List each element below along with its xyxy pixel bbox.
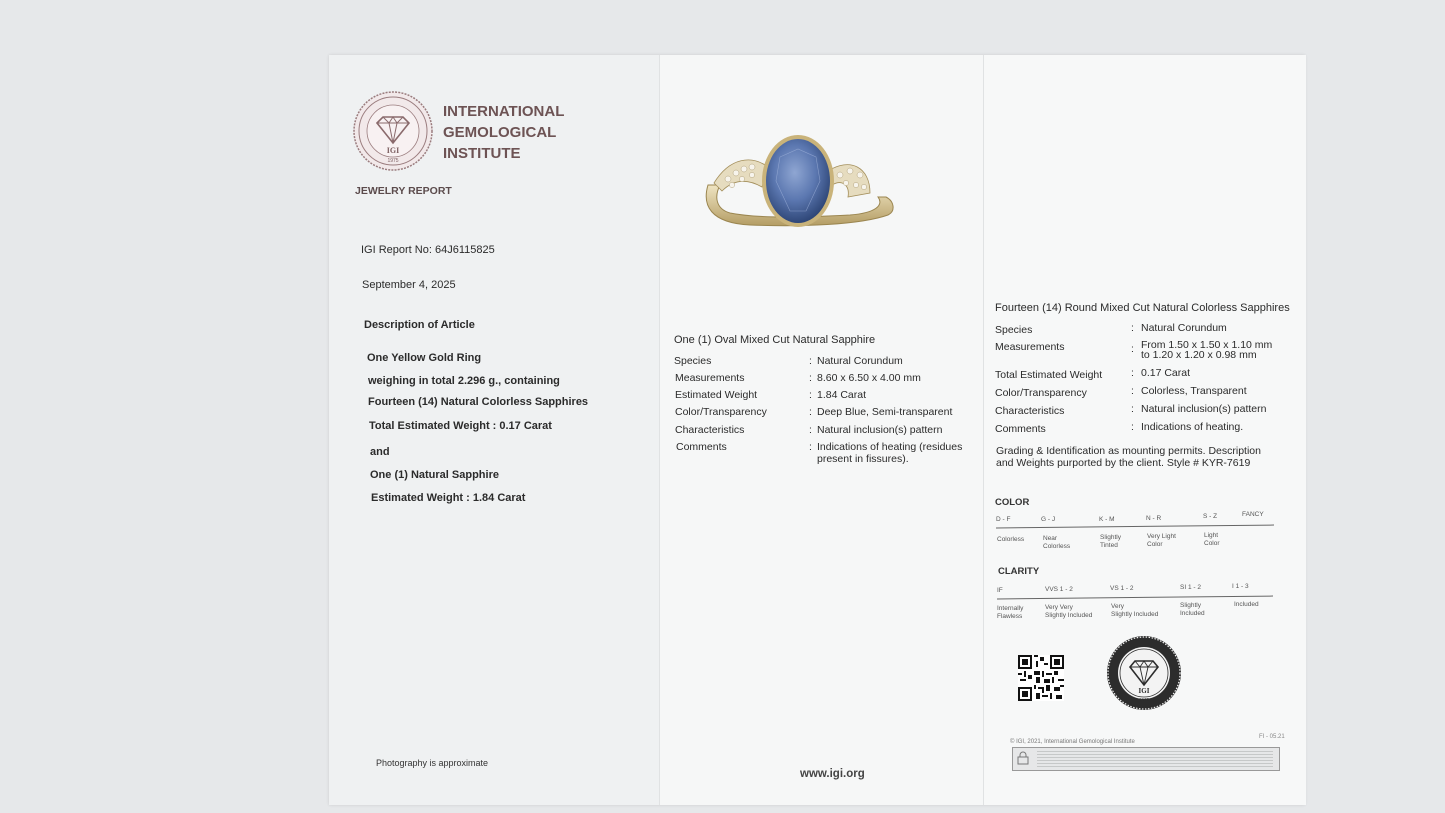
detail-label: Measurements xyxy=(675,372,745,384)
description-title: Description of Article xyxy=(364,319,475,331)
desc-line: One Yellow Gold Ring xyxy=(367,352,482,364)
detail-value: Natural Corundum xyxy=(1141,322,1227,334)
detail-value: Colorless, Transparent xyxy=(1141,385,1247,397)
igi-stamp-seal xyxy=(1106,635,1182,711)
org-line-3: INSTITUTE xyxy=(443,145,521,162)
grading-note-line: Grading & Identification as mounting permits. Description xyxy=(996,445,1261,457)
report-number: IGI Report No: 64J6115825 xyxy=(361,244,495,256)
detail-label: Color/Transparency xyxy=(675,406,767,418)
detail-value: Natural inclusion(s) pattern xyxy=(817,424,943,436)
clarity-scale xyxy=(997,583,1277,628)
color-grade: D - F xyxy=(996,516,1011,523)
color-desc: Tinted xyxy=(1100,542,1118,549)
detail-label: Total Estimated Weight xyxy=(995,369,1103,381)
detail-label: Color/Transparency xyxy=(995,387,1087,399)
clarity-grade: SI 1 - 2 xyxy=(1180,584,1201,591)
clarity-desc: Very xyxy=(1111,603,1125,610)
detail-value: Indications of heating (residues xyxy=(817,441,963,453)
detail-value: 8.60 x 6.50 x 4.00 mm xyxy=(817,372,921,384)
color-desc: Near xyxy=(1043,535,1058,542)
color-grade: S - Z xyxy=(1203,513,1218,520)
photography-note: Photography is approximate xyxy=(376,758,489,768)
jewelry-report-sheet xyxy=(329,55,1305,805)
security-features-text xyxy=(1037,751,1273,767)
desc-line: Total Estimated Weight : 0.17 Carat xyxy=(369,420,552,432)
color-desc: Color xyxy=(1147,541,1163,548)
color-grade: FANCY xyxy=(1242,511,1264,518)
clarity-scale-title: CLARITY xyxy=(998,566,1040,577)
color-desc: Light xyxy=(1204,532,1219,539)
clarity-desc: Internally xyxy=(997,605,1024,612)
color-desc: Slightly xyxy=(1100,534,1121,541)
report-cover-panel xyxy=(329,55,659,805)
clarity-grade: I 1 - 3 xyxy=(1232,583,1249,590)
clarity-desc: Slightly xyxy=(1180,602,1201,609)
side-stones-panel xyxy=(983,55,1306,805)
detail-label: Species xyxy=(674,355,712,367)
igi-seal-logo xyxy=(353,91,433,171)
side-stones-title: Fourteen (14) Round Mixed Cut Natural Colorless Sapphires xyxy=(995,302,1290,314)
qr-code-icon xyxy=(1018,655,1064,701)
detail-value: From 1.50 x 1.50 x 1.10 mm xyxy=(1141,339,1273,351)
color-scale-divider xyxy=(996,525,1274,529)
report-date: September 4, 2025 xyxy=(362,279,456,291)
desc-line: Fourteen (14) Natural Colorless Sapphires xyxy=(368,396,589,408)
clarity-desc: Included xyxy=(1234,601,1259,608)
detail-value-cont: to 1.20 x 1.20 x 0.98 mm xyxy=(1141,349,1257,361)
center-stone-details: Species : Natural Corundum Measurements : 8.60 x 6.50 x 4.00 mm Estimated Weight : 1.84 Carat Color/Transparency : Deep Blue, Semi-transparent Characteristics : Natural inclusion(s) pattern Comments : Indications of heating (residues present in fissures). xyxy=(674,355,963,465)
color-grade: G - J xyxy=(1041,516,1056,523)
color-desc: Colorless xyxy=(997,536,1025,543)
detail-label: Measurements xyxy=(995,341,1065,353)
detail-value: 1.84 Carat xyxy=(817,389,867,401)
website-url: www.igi.org xyxy=(800,768,865,780)
desc-line: and xyxy=(370,446,390,458)
detail-value-cont: present in fissures). xyxy=(817,453,909,465)
seal-year: 1975 xyxy=(387,158,399,164)
clarity-scale-divider xyxy=(997,596,1273,600)
clarity-desc: Very Very xyxy=(1045,604,1073,611)
copyright-notice: © IGI, 2021, International Gemological Institute xyxy=(1010,739,1135,745)
clarity-desc: Flawless xyxy=(997,613,1023,620)
organization-name xyxy=(443,101,564,164)
color-desc: Very Light xyxy=(1147,533,1176,540)
clarity-desc: Slightly Included xyxy=(1045,612,1093,619)
detail-label: Species xyxy=(995,324,1033,336)
color-scale xyxy=(996,513,1276,563)
color-desc: Color xyxy=(1204,540,1220,547)
detail-value: 0.17 Carat xyxy=(1141,367,1191,379)
clarity-desc: Included xyxy=(1180,610,1205,617)
clarity-desc: Slightly Included xyxy=(1111,611,1159,618)
center-stone-panel xyxy=(659,55,984,805)
detail-label: Comments xyxy=(995,423,1046,435)
detail-label: Characteristics xyxy=(675,424,745,436)
color-desc: Colorless xyxy=(1043,543,1071,550)
clarity-grade: IF xyxy=(997,587,1003,594)
form-code: FI - 05.21 xyxy=(1259,734,1285,740)
detail-value: Natural Corundum xyxy=(817,355,903,367)
desc-line: One (1) Natural Sapphire xyxy=(370,469,499,481)
grading-note-line: and Weights purported by the client. Style # KYR-7619 xyxy=(996,457,1251,469)
color-scale-title: COLOR xyxy=(995,497,1030,508)
stamp-monogram: IGI xyxy=(1138,687,1150,695)
desc-line: weighing in total 2.296 g., containing xyxy=(368,375,560,387)
seal-monogram: IGI xyxy=(386,146,400,155)
security-features-box xyxy=(1012,747,1280,771)
report-type: JEWELRY REPORT xyxy=(355,185,452,197)
ring-photo xyxy=(700,127,900,237)
color-grade: N - R xyxy=(1146,515,1162,522)
color-grade: K - M xyxy=(1099,516,1115,523)
side-stones-details: Species : Natural Corundum Measurements : From 1.50 x 1.50 x 1.10 mm to 1.20 x 1.20 x 0.98 mm Total Estimated Weight : 0.17 Carat Color/Transparency : Colorless, Transparent Characteristics : Natural inclusion(s) pattern Comments : Indications of heating. xyxy=(995,322,1273,435)
stamp-year: 1975 xyxy=(1138,697,1150,702)
detail-value: Deep Blue, Semi-transparent xyxy=(817,406,953,418)
center-stone-title: One (1) Oval Mixed Cut Natural Sapphire xyxy=(674,334,876,346)
org-line-1: INTERNATIONAL xyxy=(443,103,565,120)
grading-note xyxy=(996,445,1296,469)
detail-value: Natural inclusion(s) pattern xyxy=(1141,403,1267,415)
detail-label: Comments xyxy=(676,441,727,453)
security-lock-icon xyxy=(1017,751,1029,765)
clarity-grade: VVS 1 - 2 xyxy=(1045,586,1073,593)
detail-value: Indications of heating. xyxy=(1141,421,1244,433)
detail-label: Characteristics xyxy=(995,405,1065,417)
org-line-2: GEMOLOGICAL xyxy=(443,124,557,141)
desc-line: Estimated Weight : 1.84 Carat xyxy=(371,492,526,504)
clarity-grade: VS 1 - 2 xyxy=(1110,585,1134,592)
detail-label: Estimated Weight xyxy=(675,389,758,401)
